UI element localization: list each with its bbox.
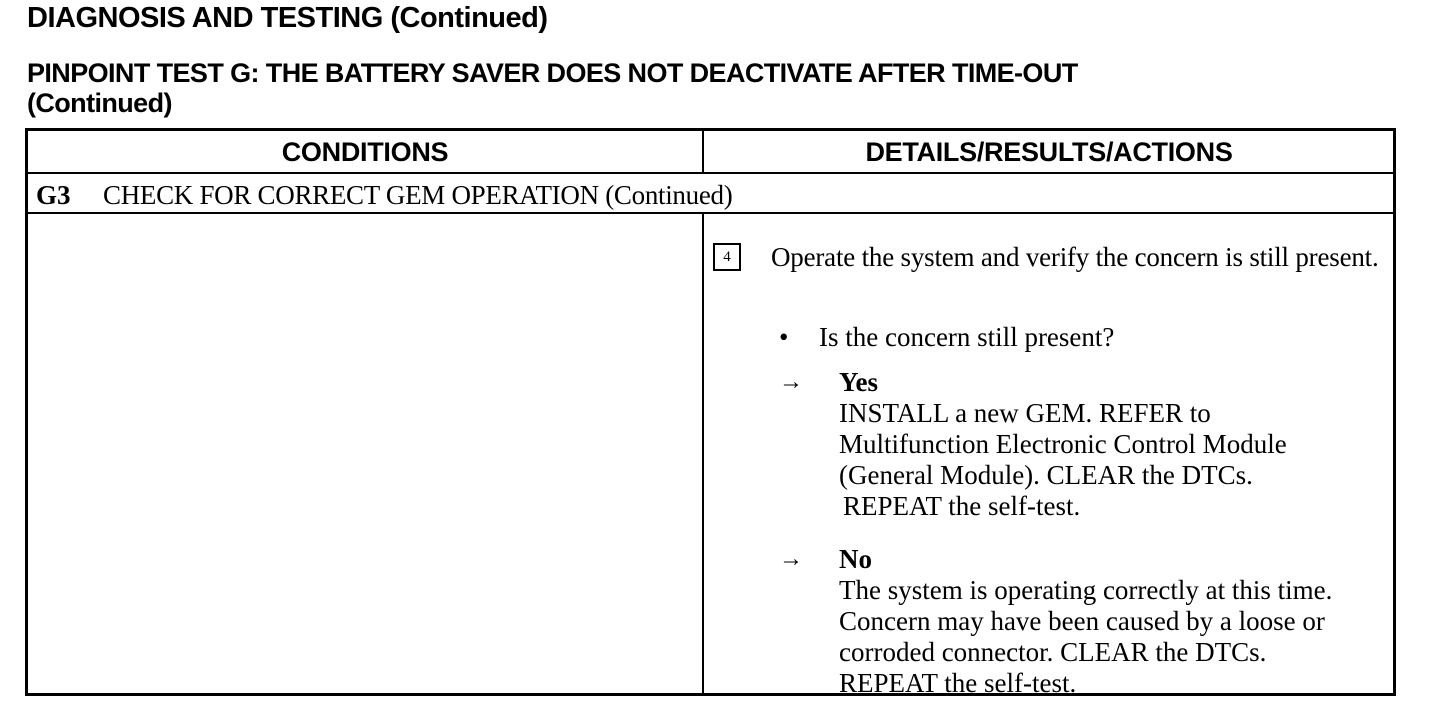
arrow-right-icon: → [779,546,803,572]
pinpoint-test-table [25,128,1396,696]
column-header-details: DETAILS/RESULTS/ACTIONS [865,137,1233,167]
result-yes-line: Multifunction Electronic Control Module [839,429,1287,459]
pinpoint-test-title [27,58,1078,118]
details-cell [705,214,1395,698]
arrow-right-icon: → [779,369,803,395]
result-yes-line: REPEAT the self-test. [843,491,1081,521]
result-no-line: Concern may have been caused by a loose or [839,606,1325,636]
step-title: CHECK FOR CORRECT GEM OPERATION (Continued) [103,180,733,210]
result-yes-line: INSTALL a new GEM. REFER to [839,398,1211,428]
bullet-icon: • [779,322,789,352]
result-no-line: corroded connector. CLEAR the DTCs. [839,637,1267,667]
result-no-label: No [839,544,872,574]
substep-instruction: Operate the system and verify the concern is still present. [771,242,1379,272]
step-row [28,174,1393,214]
result-yes [839,367,1384,522]
substep-question: Is the concern still present? [819,322,1115,352]
result-no-line: REPEAT the self-test. [839,668,1077,698]
column-divider [702,214,704,696]
table-header-row [28,131,1393,174]
step-id: G3 [36,180,71,210]
page-title: DIAGNOSIS AND TESTING (Continued) [27,2,548,34]
result-yes-label: Yes [839,367,878,397]
column-header-conditions: CONDITIONS [281,137,449,167]
result-no-line: The system is operating correctly at this time. [839,575,1333,605]
pinpoint-test-title-line2: (Continued) [27,88,172,118]
column-divider [702,131,704,174]
result-yes-line: (General Module). CLEAR the DTCs. [839,460,1253,490]
pinpoint-test-title-line1: PINPOINT TEST G: THE BATTERY SAVER DOES NOT DEACTIVATE AFTER TIME-OUT [27,58,1078,88]
result-no [839,544,1384,699]
substep-number-box: 4 [713,243,741,271]
